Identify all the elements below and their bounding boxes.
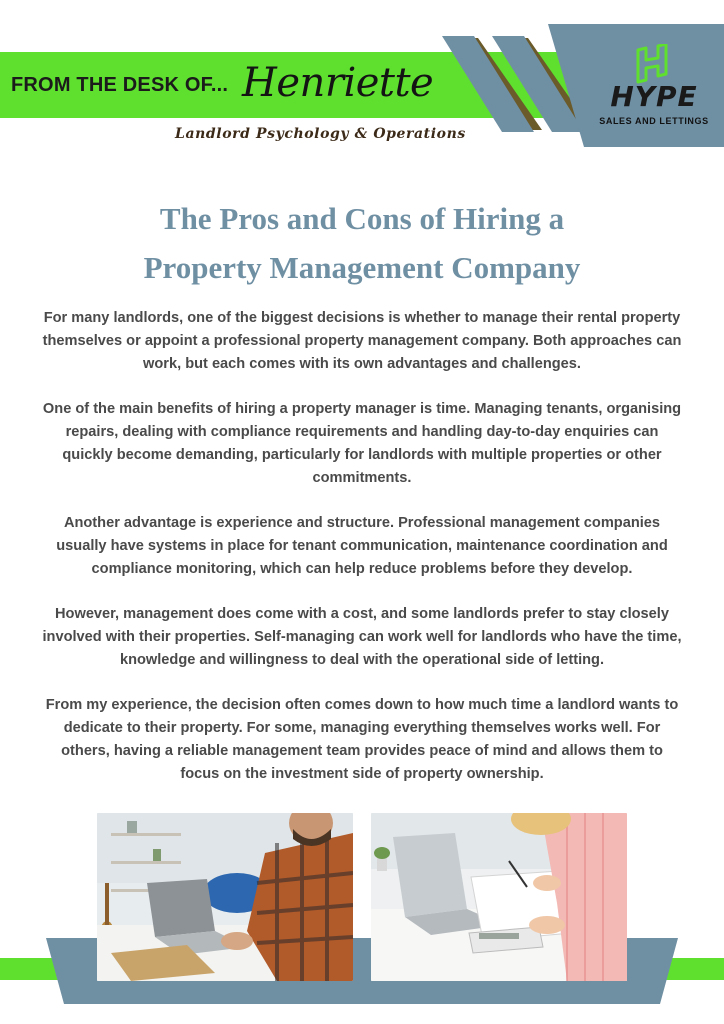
article-title-line-1: The Pros and Cons of Hiring a	[159, 201, 565, 236]
article-paragraph: One of the main benefits of hiring a property manager is time. Managing tenants, organising repairs, dealing with compliance requirements and handling day-to-day enquiries can quickly become demanding, particularly for landlords with multiple properties or other commitments.	[42, 401, 682, 486]
photo-man-laptop	[97, 813, 353, 981]
photo-woman-calculator	[371, 813, 627, 981]
article-paragraph: However, management does come with a cost, and some landlords prefer to stay closely involved with their properties. Self-managing can work well for landlords who have the time, knowledge and willingness to deal with the operational side of letting.	[42, 606, 682, 668]
logo-tagline: SALES AND LETTINGS	[599, 116, 709, 126]
header-kicker: FROM THE DESK OF...	[11, 74, 229, 96]
article-title-line-2: Property Management Company	[143, 250, 581, 285]
article-paragraph: Another advantage is experience and structure. Professional management companies usually have systems in place for tenant communication, maintenance coordination and compliance monitoring, which can help reduce problems before they develop.	[56, 515, 668, 577]
article-title	[40, 194, 684, 292]
article-paragraph: For many landlords, one of the biggest decisions is whether to manage their rental property themselves or appoint a professional property management company. Both approaches can work, but each comes with its own advantages and challenges.	[42, 310, 682, 372]
article-paragraph: From my experience, the decision often comes down to how much time a landlord wants to dedicate to their property. For some, managing everything themselves works well. For others, having a reliable management team provides peace of mind and allows them to focus on the investment side of property ownership.	[45, 697, 679, 782]
logo-wordmark: HYPE	[610, 80, 698, 113]
header-subtitle: Landlord Psychology & Operations	[175, 126, 466, 142]
author-signature: Henriette	[242, 60, 434, 106]
article-body	[42, 307, 682, 808]
hype-h-icon	[632, 44, 672, 84]
